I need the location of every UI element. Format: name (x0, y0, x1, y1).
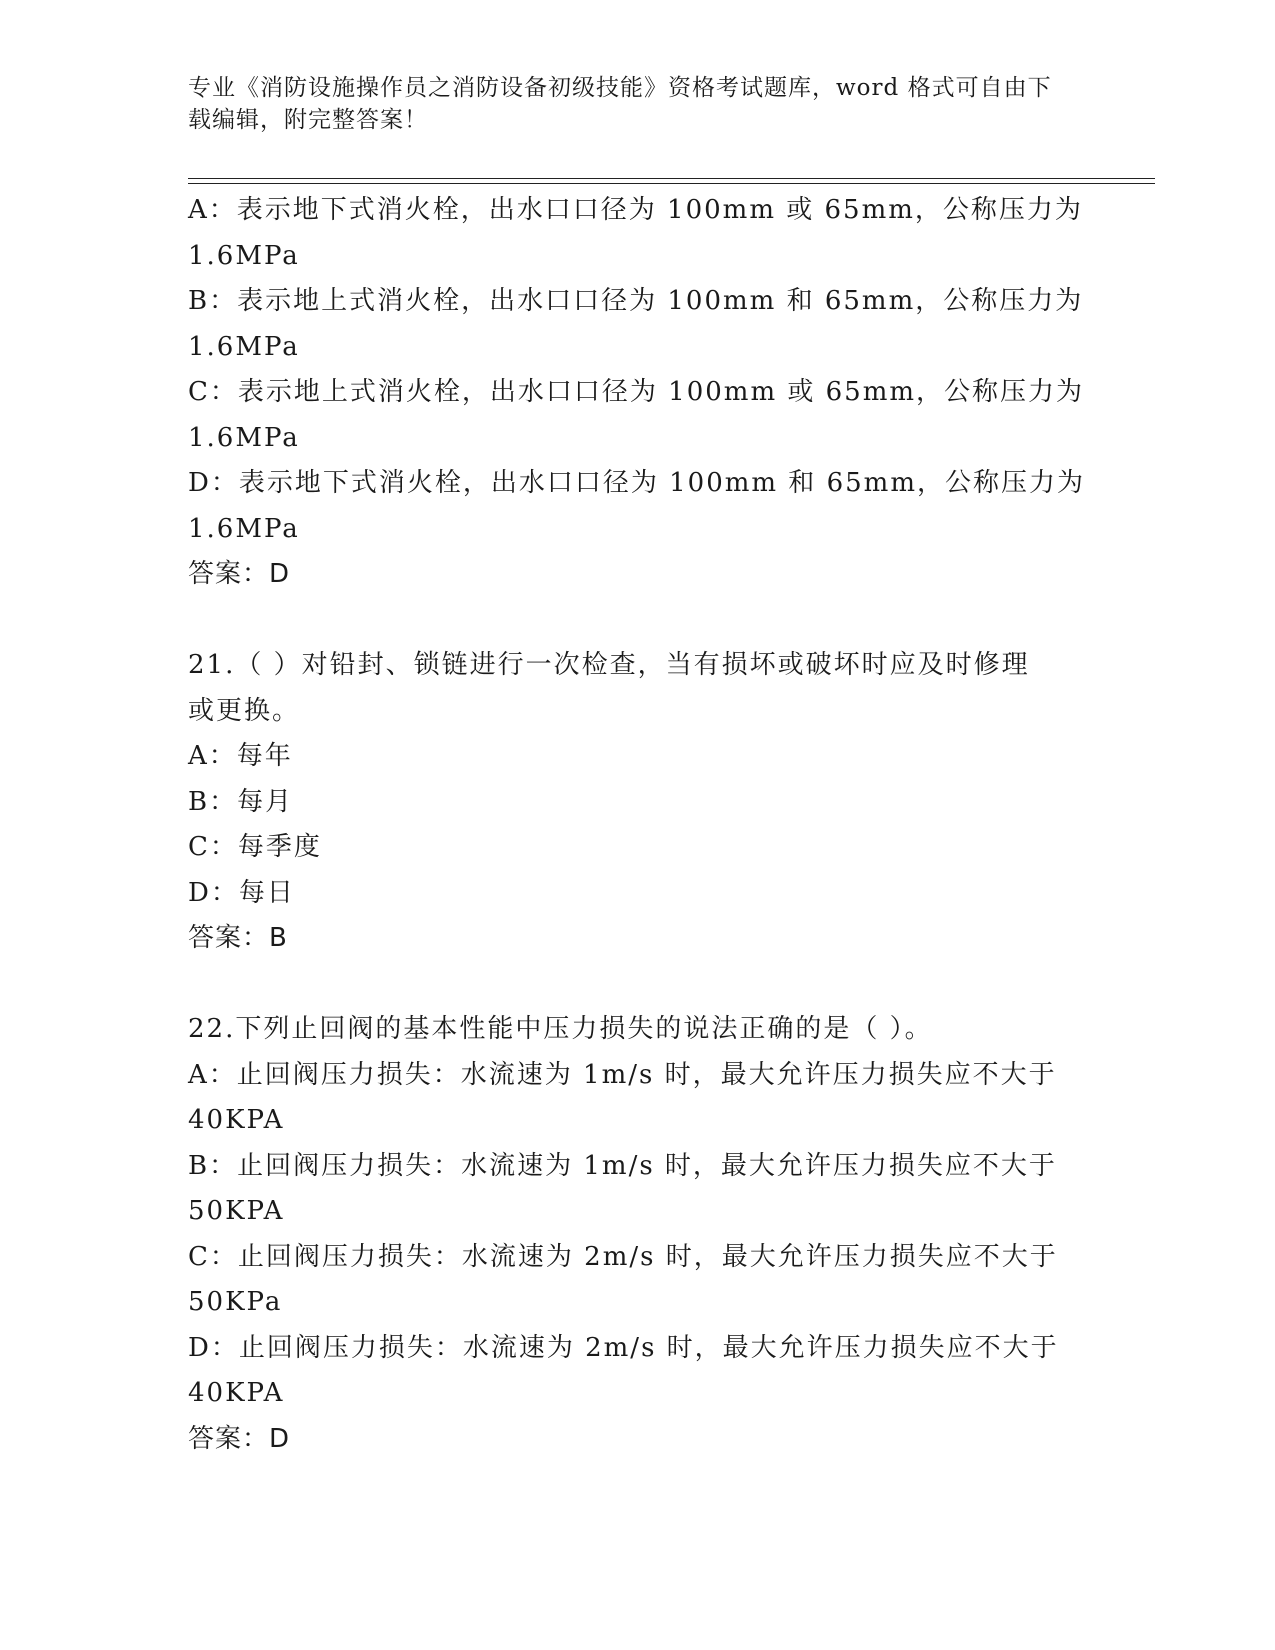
q22-option-b-line2: 50KPA (188, 1196, 285, 1226)
q20-option-c-line1: C：表示地上式消火栓，出水口口径为 100mm 或 65mm，公称压力为 (188, 377, 1085, 407)
q21-option-d: D：每日 (188, 878, 295, 908)
q20-option-a-line2: 1.6MPa (188, 241, 300, 271)
q22-option-d-line2: 40KPA (188, 1378, 285, 1408)
q20-option-b-line2: 1.6MPa (188, 332, 300, 362)
q22-option-a-line1: A：止回阀压力损失：水流速为 1m/s 时，最大允许压力损失应不大于 (188, 1060, 1057, 1090)
q20-option-c-line2: 1.6MPa (188, 423, 300, 453)
q20-option-d-line2: 1.6MPa (188, 514, 300, 544)
q22-option-c-line1: C：止回阀压力损失：水流速为 2m/s 时，最大允许压力损失应不大于 (188, 1242, 1058, 1272)
q21-answer: 答案：B (188, 923, 288, 953)
q20-option-b-line1: B：表示地上式消火栓，出水口口径为 100mm 和 65mm，公称压力为 (188, 286, 1084, 316)
document-header (188, 72, 1088, 136)
q22-stem: 22.下列止回阀的基本性能中压力损失的说法正确的是（ ）。 (188, 1014, 933, 1044)
header-line-2: 载编辑，附完整答案！ (188, 107, 428, 133)
q21-stem-line1: 21.（ ）对铅封、锁链进行一次检查，当有损坏或破坏时应及时修理 (188, 650, 1030, 680)
q21-option-a: A：每年 (188, 741, 293, 771)
q20-answer: 答案：D (188, 559, 291, 589)
header-divider-bottom (188, 183, 1155, 184)
q21-stem-line2: 或更换。 (188, 696, 301, 726)
q21-option-c: C：每季度 (188, 832, 322, 862)
q22-option-c-line2: 50KPa (188, 1287, 283, 1317)
q22-option-d-line1: D：止回阀压力损失：水流速为 2m/s 时，最大允许压力损失应不大于 (188, 1333, 1059, 1363)
q21-option-b: B：每月 (188, 787, 294, 817)
q20-option-d-line1: D：表示地下式消火栓，出水口口径为 100mm 和 65mm，公称压力为 (188, 468, 1085, 498)
q22-answer: 答案：D (188, 1424, 291, 1454)
header-line-1: 专业《消防设施操作员之消防设备初级技能》资格考试题库，word 格式可自由下 (188, 75, 1052, 101)
q22-option-a-line2: 40KPA (188, 1105, 285, 1135)
header-divider-top (188, 178, 1155, 179)
q20-option-a-line1: A：表示地下式消火栓，出水口口径为 100mm 或 65mm，公称压力为 (188, 195, 1083, 225)
q22-option-b-line1: B：止回阀压力损失：水流速为 1m/s 时，最大允许压力损失应不大于 (188, 1151, 1057, 1181)
